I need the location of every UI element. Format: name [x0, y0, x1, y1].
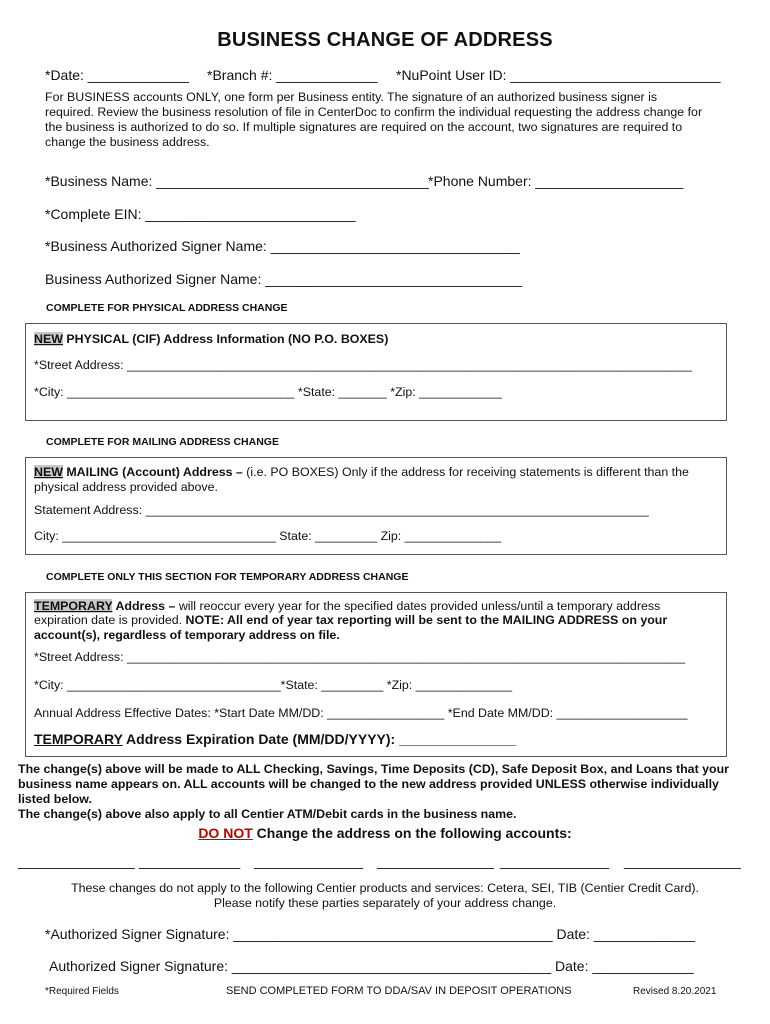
physical-heading [34, 332, 388, 347]
excluded-account-5[interactable]: ______________ [500, 853, 610, 869]
mailing-section-label: COMPLETE FOR MAILING ADDRESS CHANGE [46, 436, 279, 448]
temporary-heading-label: TEMPORARY [34, 599, 113, 613]
physical-heading-rest: PHYSICAL (CIF) Address Information (NO P.O. BOXES) [62, 332, 389, 346]
notice-line-3: listed below. [18, 792, 92, 806]
do-not-rest: Change the address on the following accounts: [252, 825, 572, 841]
authorized-signer-name-2-field[interactable]: Business Authorized Signer Name: _________________________________ [45, 271, 523, 287]
physical-street-field[interactable]: *Street Address: __________________________________________________________________________________ [34, 358, 693, 372]
authorized-signer-signature-1[interactable]: *Authorized Signer Signature: _________________________________________ Date: _____________ [45, 926, 696, 942]
statement-address-field[interactable]: Statement Address: _________________________________________________________________________ [34, 503, 649, 517]
disclaimer-line-2: Please notify these parties separately of your address change. [213, 896, 557, 910]
excluded-account-6[interactable]: _______________ [624, 853, 741, 869]
intro-line-3: the business is authorized to do so. If multiple signatures are required on the account, two signatures are required to [45, 120, 683, 134]
temporary-heading-bold: Address – [112, 599, 179, 613]
mailing-heading-line2: physical address provided above. [34, 480, 218, 494]
authorized-signer-name-1-field[interactable]: *Business Authorized Signer Name: ________________________________ [45, 238, 520, 254]
notice-line-1: The change(s) above will be made to ALL Checking, Savings, Time Deposits (CD), Safe Deposit Box, and Loans that your [18, 762, 729, 776]
intro-line-2: required. Review the business resolution of file in CenterDoc to confirm the individual requesting the address change for [45, 105, 703, 119]
do-not-label: DO NOT [198, 825, 253, 841]
physical-city-state-zip-field[interactable]: *City: _________________________________ *State: _______ *Zip: ____________ [34, 385, 502, 399]
intro-line-4: change the business address. [45, 135, 210, 149]
authorized-signer-signature-2[interactable]: Authorized Signer Signature: _________________________________________ Date: _____________ [49, 958, 694, 974]
revision-date: Revised 8.20.2021 [633, 986, 717, 997]
excluded-account-1[interactable]: _______________ [18, 853, 135, 869]
temporary-heading-rest: will reoccur every year for the specified dates provided unless/until a temporary address [178, 599, 661, 613]
required-fields-note: *Required Fields [45, 986, 119, 997]
branch-field[interactable]: *Branch #: _____________ [207, 67, 378, 83]
excluded-account-3[interactable]: ______________ [254, 853, 364, 869]
page-title: BUSINESS CHANGE OF ADDRESS [217, 29, 553, 51]
disclaimer-line-1: These changes do not apply to the following Centier products and services: Cetera, SEI, TIB (Centier Credit Card). [71, 881, 699, 895]
mailing-heading-bold: MAILING (Account) Address – [62, 465, 247, 479]
temporary-heading [34, 599, 660, 614]
date-field[interactable]: *Date: _____________ [45, 67, 190, 83]
notice-line-2: business name appears on. ALL accounts will be changed to the new address provided UNLESS otherwise individually [18, 777, 719, 791]
temporary-expiration-rest: Address Expiration Date (MM/DD/YYYY): _______________ [122, 731, 516, 747]
ein-field[interactable]: *Complete EIN: ___________________________ [45, 206, 356, 222]
phone-number-field[interactable]: *Phone Number: ___________________ [428, 173, 684, 189]
mailing-heading-rest: (i.e. PO BOXES) Only if the address for receiving statements is different than the [246, 465, 689, 479]
nupoint-user-id-field[interactable]: *NuPoint User ID: ___________________________ [396, 67, 721, 83]
temporary-note-plain: expiration date is provided. [34, 613, 186, 627]
do-not-change-heading [0, 825, 770, 841]
temporary-street-field[interactable]: *Street Address: _________________________________________________________________________________ [34, 650, 686, 664]
physical-section-label: COMPLETE FOR PHYSICAL ADDRESS CHANGE [46, 302, 288, 314]
intro-text [45, 90, 702, 150]
mailing-heading [34, 465, 689, 480]
mailing-city-state-zip-field[interactable]: City: _______________________________ State: _________ Zip: ______________ [34, 529, 502, 543]
excluded-account-2[interactable]: _____________ [139, 853, 241, 869]
temporary-effective-dates-field[interactable]: Annual Address Effective Dates: *Start Date MM/DD: _________________ *End Date MM/DD: ___________________ [34, 706, 688, 720]
notice-line-4: The change(s) above also apply to all Centier ATM/Debit cards in the business name. [18, 807, 517, 821]
physical-heading-new: NEW [34, 332, 63, 346]
temporary-city-state-zip-field[interactable]: *City: _______________________________*State: _________ *Zip: ______________ [34, 678, 513, 692]
temporary-note-line2 [34, 613, 667, 628]
business-name-field[interactable]: *Business Name: ___________________________________ [45, 173, 429, 189]
intro-line-1: For BUSINESS accounts ONLY, one form per Business entity. The signature of an authorized business signer is [45, 90, 658, 104]
excluded-account-4[interactable]: _______________ [377, 853, 494, 869]
temporary-note-line3: account(s), regardless of temporary address on file. [34, 628, 340, 642]
temporary-expiration-label: TEMPORARY [34, 731, 123, 747]
temporary-note-bold: NOTE: All end of year tax reporting will be sent to the MAILING ADDRESS on your [185, 613, 668, 627]
temporary-section-label: COMPLETE ONLY THIS SECTION FOR TEMPORARY ADDRESS CHANGE [46, 571, 409, 583]
send-instructions: SEND COMPLETED FORM TO DDA/SAV IN DEPOSIT OPERATIONS [226, 985, 572, 997]
mailing-heading-new: NEW [34, 465, 63, 479]
temporary-expiration-field[interactable] [34, 731, 516, 747]
